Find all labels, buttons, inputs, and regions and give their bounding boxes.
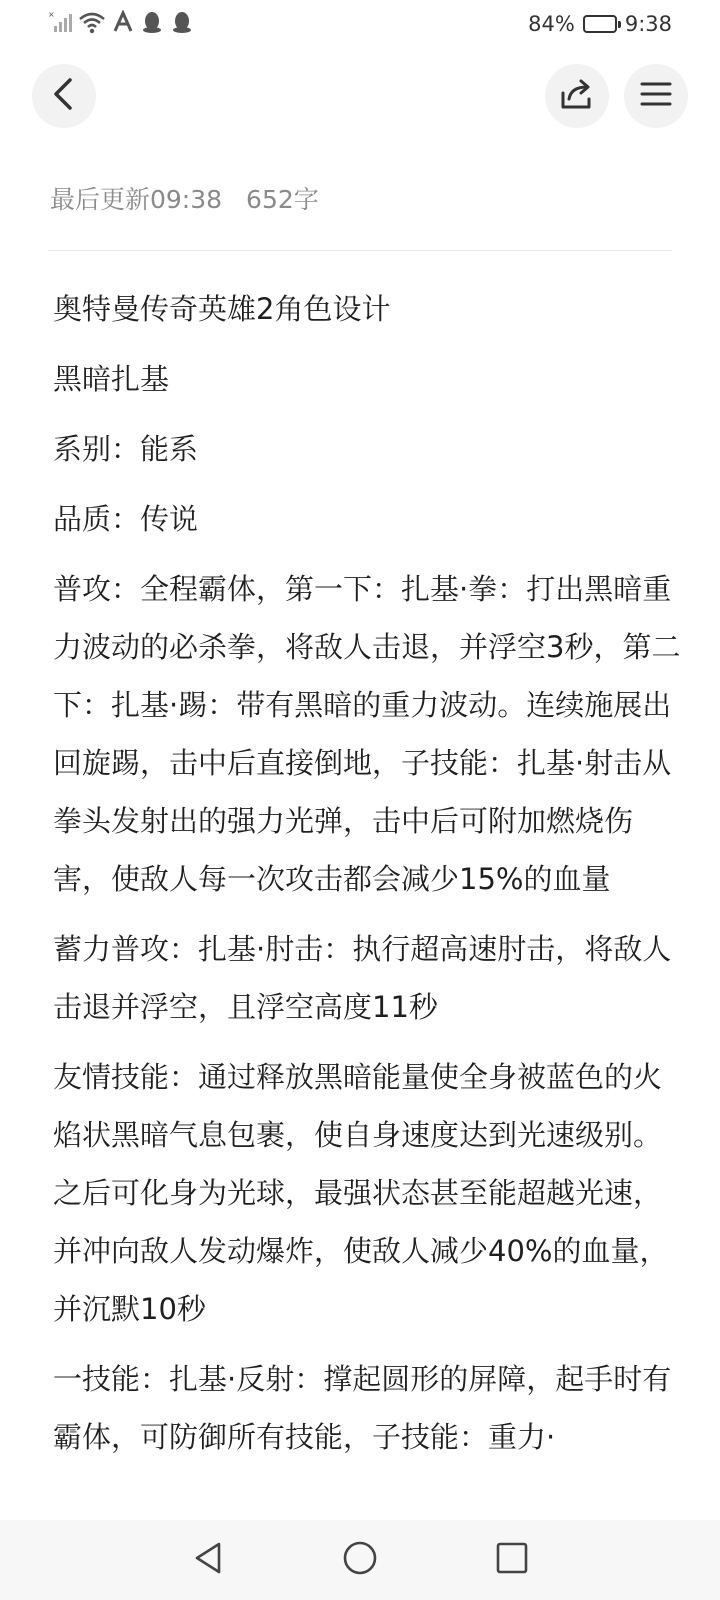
note-paragraph: 蓄力普攻：扎基·肘击：执行超高速肘击，将敌人击退并浮空，且浮空高度11秒 (53, 932, 672, 1024)
status-icons-right (528, 10, 672, 38)
status-time: 9:38 (624, 12, 672, 36)
font-app-icon (112, 10, 134, 38)
menu-button[interactable] (624, 64, 688, 128)
nav-back-button[interactable] (188, 1540, 228, 1580)
back-button[interactable] (32, 64, 96, 128)
meta-divider (48, 250, 672, 251)
last-updated-label: 最后更新09:38 (50, 185, 223, 214)
note-paragraph: 奥特曼传奇英雄2角色设计 (53, 292, 391, 326)
nav-recent-apps-button[interactable] (492, 1540, 532, 1580)
share-button[interactable] (545, 64, 609, 128)
wifi-icon (78, 10, 106, 38)
note-meta (50, 180, 319, 216)
note-paragraph: 品质：传说 (53, 502, 199, 536)
note-paragraph: 友情技能：通过释放黑暗能量使全身被蓝色的火焰状黑暗气息包裹，使自身速度达到光速级别。之后可化身为光球，最强状态甚至能超越光速，并冲向敌人发动爆炸，使敌人减少40%的血量，并沉默10秒 (53, 1060, 669, 1326)
note-paragraph: 一技能：扎基·反射：撑起圆形的屏障，起手时有霸体，可防御所有技能，子技能：重力· (53, 1362, 672, 1454)
back-triangle-icon (191, 1540, 225, 1580)
note-paragraph: 系别：能系 (53, 432, 199, 466)
share-icon (559, 77, 595, 115)
word-count-label: 652字 (246, 185, 319, 214)
status-icons-left (48, 10, 194, 38)
cellular-signal-icon (48, 10, 72, 38)
status-bar (0, 0, 720, 48)
note-paragraph: 黑暗扎基 (53, 362, 170, 396)
battery-percent: 84% (528, 12, 575, 36)
nav-home-button[interactable] (340, 1540, 380, 1580)
qq-notification-icon (140, 10, 164, 38)
system-nav-bar (0, 1520, 720, 1600)
home-circle-icon (342, 1540, 378, 1580)
battery-icon (583, 15, 617, 33)
svg-text:×: × (48, 10, 55, 19)
chevron-left-icon (50, 77, 78, 115)
qq-notification-icon (170, 10, 194, 38)
note-paragraph: 普攻：全程霸体，第一下：扎基·拳：打出黑暗重力波动的必杀拳，将敌人击退，并浮空3秒，第二下：扎基·踢：带有黑暗的重力波动。连续施展出回旋踢，击中后直接倒地，子技能：扎基·射击从拳头发射出的强力光弹，击中后可附加燃烧伤害，使敌人每一次攻击都会减少15%的血量 (53, 572, 681, 896)
note-content[interactable] (53, 280, 683, 1478)
recent-apps-square-icon (495, 1541, 529, 1579)
hamburger-menu-icon (640, 80, 672, 112)
